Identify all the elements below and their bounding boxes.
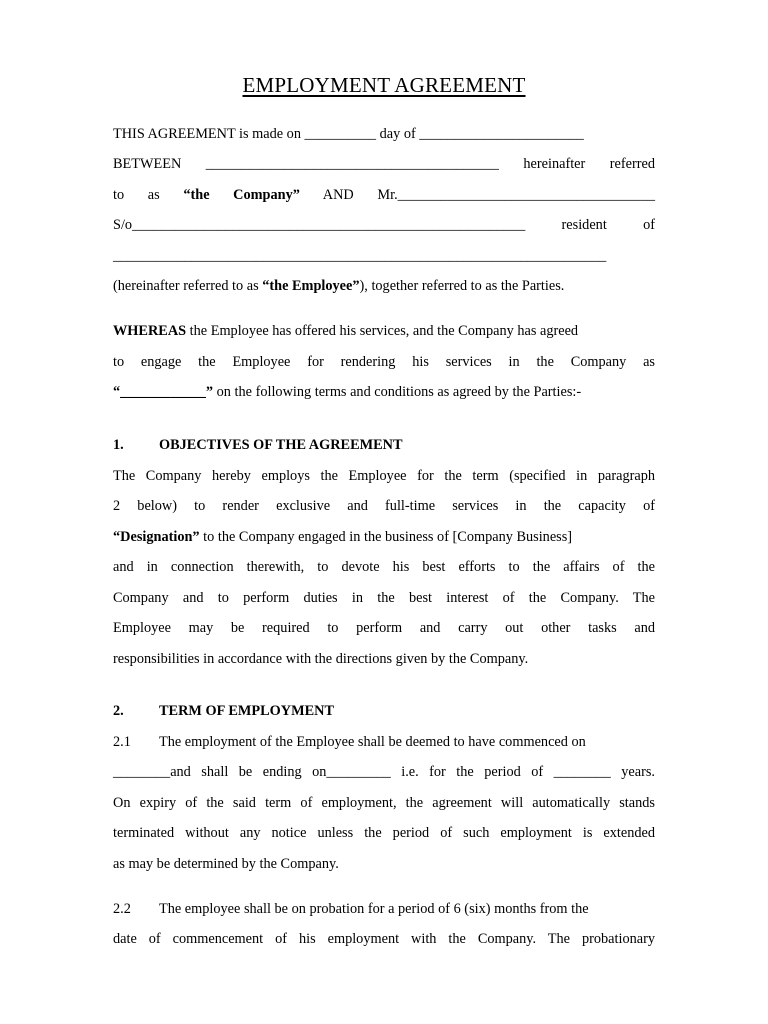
clause-2-1-line-1 (113, 733, 655, 751)
company-business-text: to the Company engaged in the business of [Company Business] (199, 529, 573, 545)
clause-2-1-number: 2.1 (113, 734, 131, 750)
clause-2-2-text: The employee shall be on probation for a period of 6 (six) months from the (159, 901, 589, 917)
section-1-heading (113, 436, 655, 454)
clause-2-1-line-2: ________and shall be ending on_________ i.e. for the period of ________ years. (113, 764, 655, 780)
intro-line-3 (113, 186, 655, 204)
intro-line-1: THIS AGREEMENT is made on __________ day of _______________________ (113, 126, 584, 142)
the-employee-term: “the Employee” (262, 278, 360, 294)
clause-2-1-line-5: as may be determined by the Company. (113, 856, 339, 872)
clause-2-2-number: 2.2 (113, 901, 131, 917)
whereas-line-1 (113, 322, 655, 340)
whereas-text: the Employee has offered his services, and the Company has agreed (186, 323, 579, 339)
intro-line-6 (113, 277, 655, 295)
clause-2-1-line-3: On expiry of the said term of employment, the agreement will automatically stands (113, 795, 655, 811)
whereas-keyword: WHEREAS (113, 323, 187, 339)
parties-suffix: ), together referred to as the Parties. (359, 278, 565, 294)
designation-term: “Designation” (113, 529, 200, 545)
word-of: of (643, 217, 655, 233)
word-as: as (147, 187, 160, 203)
clause-2-2-line-2: date of commencement of his employment with the Company. The probationary (113, 931, 655, 947)
between-text: BETWEEN _________________________________________ (113, 156, 499, 172)
whereas-line-2: to engage the Employee for rendering his services in the Company as (113, 354, 655, 370)
word-to: to (113, 187, 125, 203)
document-title: EMPLOYMENT AGREEMENT (242, 73, 526, 97)
clause-2-1-text: The employment of the Employee shall be deemed to have commenced on (159, 734, 586, 750)
intro-line-5-blank: _____________________________________________________________________ (113, 248, 607, 264)
whereas-terms: on the following terms and conditions as agreed by the Parties:- (213, 384, 582, 400)
clause-2-2-line-1 (113, 900, 655, 918)
intro-line-2 (113, 155, 655, 173)
clause-2-1-line-4: terminated without any notice unless the period of such employment is extended (113, 825, 655, 841)
section-1-line-6: Employee may be required to perform and carry out other tasks and (113, 620, 655, 636)
intro-line-4 (113, 216, 655, 234)
hereinafter-employee-prefix: (hereinafter referred to as (113, 278, 263, 294)
son-of-blank: S/o_______________________________________________________ (113, 217, 526, 233)
section-2-title: TERM OF EMPLOYMENT (159, 703, 334, 719)
word-and: AND (322, 187, 354, 203)
section-1-line-1: The Company hereby employs the Employee for the term (specified in paragraph (113, 468, 655, 484)
section-1-line-3 (113, 528, 655, 546)
hereinafter-text: hereinafter referred (523, 156, 656, 172)
section-2-number: 2. (113, 703, 124, 719)
the-company-term: “the Company” (183, 187, 300, 203)
section-1-line-4: and in connection therewith, to devote his best efforts to the affairs of the (113, 559, 655, 575)
whereas-line-3 (113, 383, 655, 401)
section-1-line-7: responsibilities in accordance with the directions given by the Company. (113, 651, 529, 667)
section-1-line-2: 2 below) to render exclusive and full-time services in the capacity of (113, 498, 655, 514)
section-2-heading (113, 702, 655, 720)
section-1-number: 1. (113, 437, 124, 453)
section-1-line-5: Company and to perform duties in the best interest of the Company. The (113, 590, 655, 606)
word-resident: resident (561, 217, 607, 233)
designation-blank: “____________” (113, 384, 214, 400)
section-1-title: OBJECTIVES OF THE AGREEMENT (159, 437, 403, 453)
mr-blank: Mr.____________________________________ (377, 187, 655, 203)
